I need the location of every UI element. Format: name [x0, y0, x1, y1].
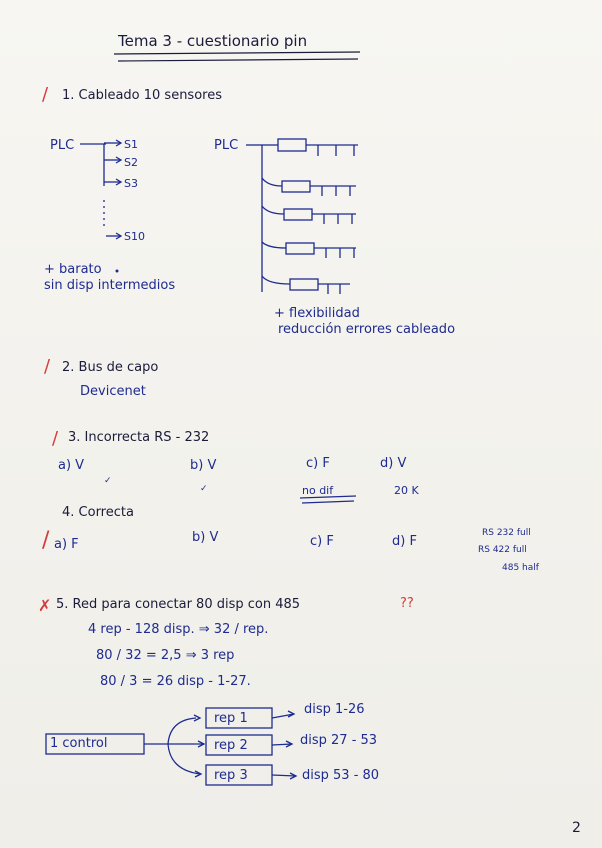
q3-note-d: 20 K: [394, 484, 419, 497]
q1-mark: /: [42, 84, 49, 105]
q4-option-b: b) V: [192, 530, 219, 545]
q4-option-c: c) F: [310, 534, 334, 549]
q2-mark: /: [44, 356, 51, 377]
q4-side-note-2: RS 422 full: [478, 545, 527, 555]
q1-bus-diagram: [246, 139, 358, 294]
q5-control-label: 1 control: [50, 736, 108, 751]
q3-check-a: ✓: [104, 476, 112, 486]
q5-disp-1: disp 1-26: [304, 702, 365, 717]
q1-left-s2: S2: [124, 156, 138, 169]
title-underline-1: [114, 52, 360, 54]
q5-rep-2: rep 2: [214, 738, 248, 753]
q1-right-plc: PLC: [214, 138, 239, 153]
q5-line-3: 80 / 3 = 26 disp - 1-27.: [100, 674, 251, 689]
q1-left-s3: S3: [124, 177, 138, 190]
q5-mark: ✗: [38, 596, 52, 615]
q5-network-diagram: [46, 708, 296, 785]
q3-option-a: a) V: [58, 458, 85, 473]
q4-side-note-3: 485 half: [502, 563, 539, 573]
q5-heading: 5. Red para conectar 80 disp con 485: [56, 597, 301, 612]
q3-check-b: ✓: [200, 484, 208, 494]
q1-right-note-1: + flexibilidad: [274, 306, 360, 321]
q3-option-b: b) V: [190, 458, 217, 473]
q3-mark: /: [52, 428, 59, 449]
q5-disp-2: disp 27 - 53: [300, 733, 378, 748]
q3-option-c: c) F: [306, 456, 330, 471]
q1-left-note-2: sin disp intermedios: [44, 278, 176, 293]
q5-disp-3: disp 53 - 80: [302, 768, 380, 783]
q5-question-marks: ??: [400, 596, 414, 611]
q3-note-underline-2: [302, 501, 354, 503]
q5-rep-1: rep 1: [214, 711, 248, 726]
q5-rep-3: rep 3: [214, 768, 248, 783]
q1-left-plc: PLC: [50, 138, 75, 153]
q4-heading: 4. Correcta: [62, 505, 134, 520]
q1-left-s10: S10: [124, 230, 145, 243]
q1-left-note-1: + barato: [44, 262, 102, 277]
q5-line-2: 80 / 32 = 2,5 ⇒ 3 rep: [96, 648, 235, 663]
q4-option-d: d) F: [392, 534, 417, 549]
q1-right-note-2: reducción errores cableado: [278, 322, 456, 337]
q4-side-note-1: RS 232 full: [482, 528, 531, 538]
q1-star-diagram: [80, 140, 121, 239]
q3-note-underline-1: [300, 496, 356, 498]
q4-option-a: a) F: [54, 537, 79, 552]
q4-mark: /: [42, 528, 50, 553]
page-title: Tema 3 - cuestionario pin: [118, 32, 308, 50]
q2-heading: 2. Bus de capo: [62, 360, 159, 375]
q3-heading: 3. Incorrecta RS - 232: [68, 430, 210, 445]
q1-dot: [116, 270, 119, 273]
q1-left-s1: S1: [124, 138, 138, 151]
q1-heading: 1. Cableado 10 sensores: [62, 88, 222, 103]
page-number: 2: [572, 820, 581, 836]
title-underline-2: [118, 59, 358, 61]
q3-option-d: d) V: [380, 456, 407, 471]
q3-note-c: no dif: [302, 484, 334, 497]
q5-line-1: 4 rep - 128 disp. ⇒ 32 / rep.: [88, 622, 269, 637]
q2-answer: Devicenet: [80, 384, 146, 399]
